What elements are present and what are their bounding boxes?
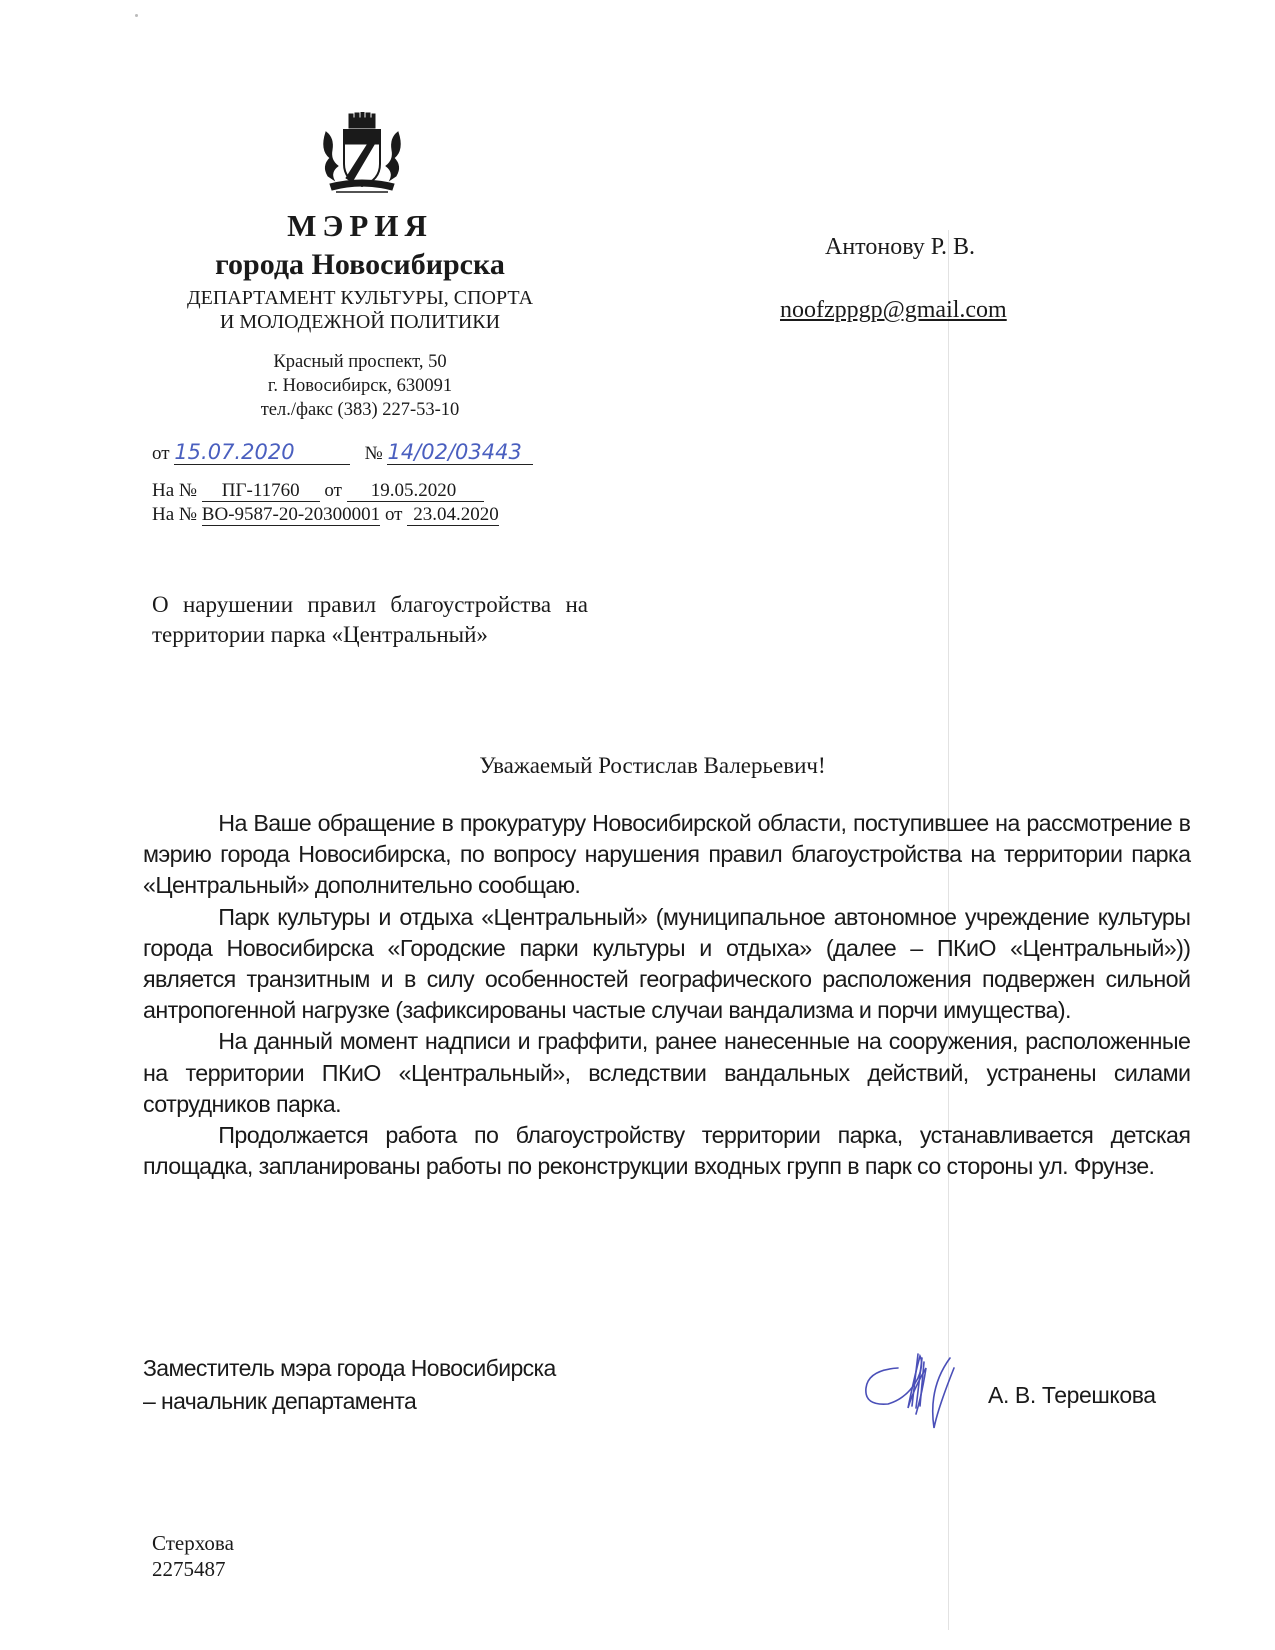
ref-prefix: На № (152, 480, 198, 501)
signer-position-line-1: Заместитель мэра города Новосибирска (143, 1355, 556, 1381)
org-city: города Новосибирска (215, 248, 505, 281)
body-paragraph: Парк культуры и отдыха «Центральный» (муниципальное автономное учреждение культуры города Новосибирска «Городские парки культуры и отдыха» (далее – ПКиО «Центральный»)) является транзитным и в силу особенностей географического расположения подвержен сильной антропогенной нагрузке (зафиксированы частые случаи вандализма и порчи имущества). (143, 903, 1191, 1024)
greeting: Уважаемый Ростислав Валерьевич! (479, 753, 826, 778)
letter-body (143, 808, 1201, 1182)
recipient-name: Антонову Р. В. (825, 234, 976, 260)
body-paragraph: На данный момент надписи и граффити, ранее нанесенные на сооружения, расположенные на территории ПКиО «Центральный», вследствии вандальных действий, устранены силами сотрудников парка. (143, 1028, 1191, 1117)
letter-subject: О нарушении правил благоустройства на территории парка «Центральный» (152, 592, 588, 647)
scan-speck (135, 14, 138, 17)
org-title: МЭРИЯ (287, 208, 433, 243)
department-line-1: ДЕПАРТАМЕНТ КУЛЬТУРЫ, СПОРТА (186, 287, 534, 309)
ref-number: ВО-9587-20-20300001 (201, 504, 381, 525)
ref-date: 19.05.2020 (347, 480, 485, 502)
ref-number: ПГ-11760 (202, 480, 320, 502)
signer-position (143, 1352, 556, 1418)
body-paragraph: Продолжается работа по благоустройству территории парка, устанавливается детская площадка, запланированы работы по реконструкции входных групп в парк со стороны ул. Фрунзе. (143, 1122, 1191, 1180)
department-line-2: И МОЛОДЕЖНОЙ ПОЛИТИКИ (219, 311, 501, 333)
reg-date-handwritten: 15.07.2020 (174, 440, 350, 465)
executor-name: Стерхова (152, 1531, 234, 1555)
reference-line-1 (152, 480, 484, 502)
reference-line-2 (152, 504, 499, 526)
coat-of-arms-icon (316, 112, 408, 196)
address-street: Красный проспект, 50 (273, 352, 447, 372)
reg-number-handwritten: 14/02/03443 (387, 440, 533, 465)
executor-phone: 2275487 (152, 1557, 226, 1581)
body-paragraph: На Ваше обращение в прокуратуру Новосибирской области, поступившее на рассмотрение в мэрию города Новосибирска, по вопросу нарушения правил благоустройства на территории парка «Центральный» дополнительно сообщаю. (143, 810, 1191, 899)
ref-date-prefix: от (384, 504, 403, 525)
signer-name: А. В. Терешкова (988, 1382, 1156, 1408)
signer-position-line-2: – начальник департамента (143, 1388, 417, 1414)
ref-date-prefix: от (324, 480, 342, 501)
department-name (140, 286, 580, 334)
address-city: г. Новосибирск, 630091 (267, 376, 453, 396)
reg-number-prefix: № (364, 443, 383, 464)
registration-line (152, 440, 533, 465)
org-address (140, 350, 580, 422)
address-phone: тел./факс (383) 227-53-10 (260, 400, 460, 420)
ref-prefix: На № (152, 504, 198, 525)
recipient-email[interactable]: noofzppgp@gmail.com (780, 297, 1007, 323)
executor-info (152, 1530, 234, 1582)
handwritten-signature (858, 1348, 988, 1438)
ref-date: 23.04.2020 (407, 504, 499, 526)
reg-date-prefix: от (152, 443, 170, 464)
